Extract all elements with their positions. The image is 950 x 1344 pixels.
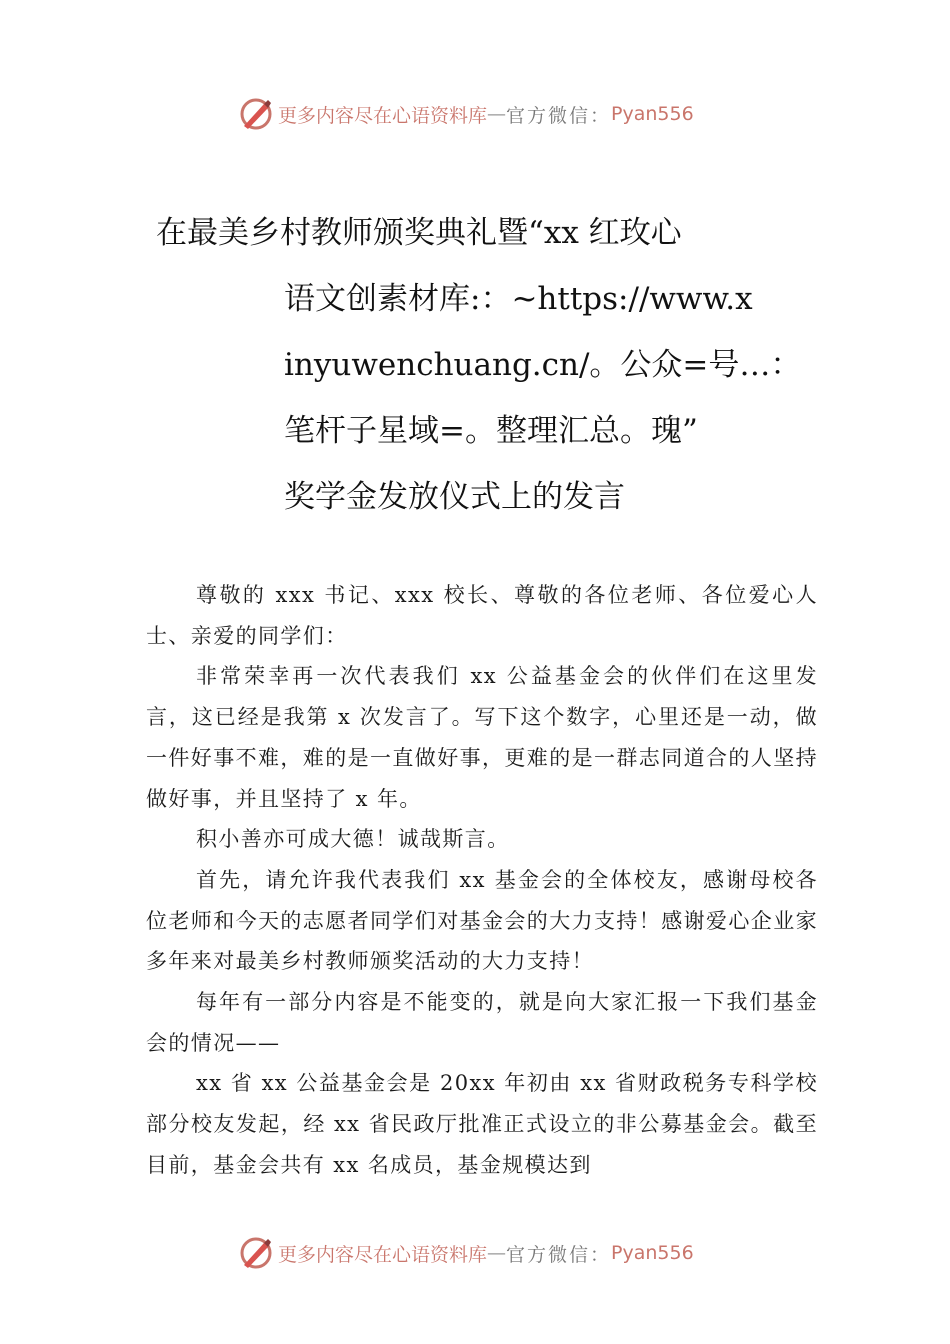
banner-wechat-label: 官方微信： [506,104,612,127]
title-line: inyuwenchuang.cn/。公众=号…： [284,347,802,383]
paragraph: 积小善亦可成大德！诚哉斯言。 [196,827,510,852]
banner-separator: — [487,1242,507,1264]
banner-text: 更多内容尽在心语资料库 [278,104,488,127]
pen-logo-icon [238,1235,274,1271]
document-body [146,575,818,1186]
paragraph: 首先，请允许我代表我们 xx 基金会的全体校友，感谢母校各位老师和今天的志愿者同学们对基金会的大力支持！感谢爱心企业家多年来对最美乡村教师颁奖活动的大力支持！ [146,867,818,974]
pen-logo-icon [238,96,274,132]
title-line: 在最美乡村教师颁奖典礼暨“xx 红玫心 [156,215,682,251]
paragraph-salutation: 尊敬的 xxx 书记、xxx 校长、尊敬的各位老师、各位爱心人士、亲爱的同学们： [146,583,818,648]
paragraph: xx 省 xx 公益基金会是 20xx 年初由 xx 省财政税务专科学校部分校友发起，经 xx 省民政厅批准正式设立的非公募基金会。截至目前，基金会共有 xx 名成员，基金规模达到 [146,1071,818,1177]
title-line: 奖学金发放仪式上的发言 [284,479,625,515]
title-line: 笔杆子星域=。整理汇总。瑰” [284,413,698,449]
paragraph: 非常荣幸再一次代表我们 xx 公益基金会的伙伴们在这里发言，这已经是我第 x 次发言了。写下这个数字，心里还是一动，做一件好事不难，难的是一直做好事，更难的是一群志同道合的人坚持做好事，并且坚持了 x 年。 [146,664,818,811]
footer-banner [238,1233,718,1273]
header-banner [238,94,718,134]
banner-wechat-id: Pyan556 [611,103,694,125]
banner-wechat-id: Pyan556 [611,1242,694,1264]
banner-text: 更多内容尽在心语资料库 [278,1243,488,1266]
banner-separator: — [487,103,507,125]
title-line: 语文创素材库:：~https://www.x [284,281,753,317]
banner-wechat-label: 官方微信： [506,1243,612,1266]
paragraph: 每年有一部分内容是不能变的，就是向大家汇报一下我们基金会的情况—— [146,990,818,1055]
